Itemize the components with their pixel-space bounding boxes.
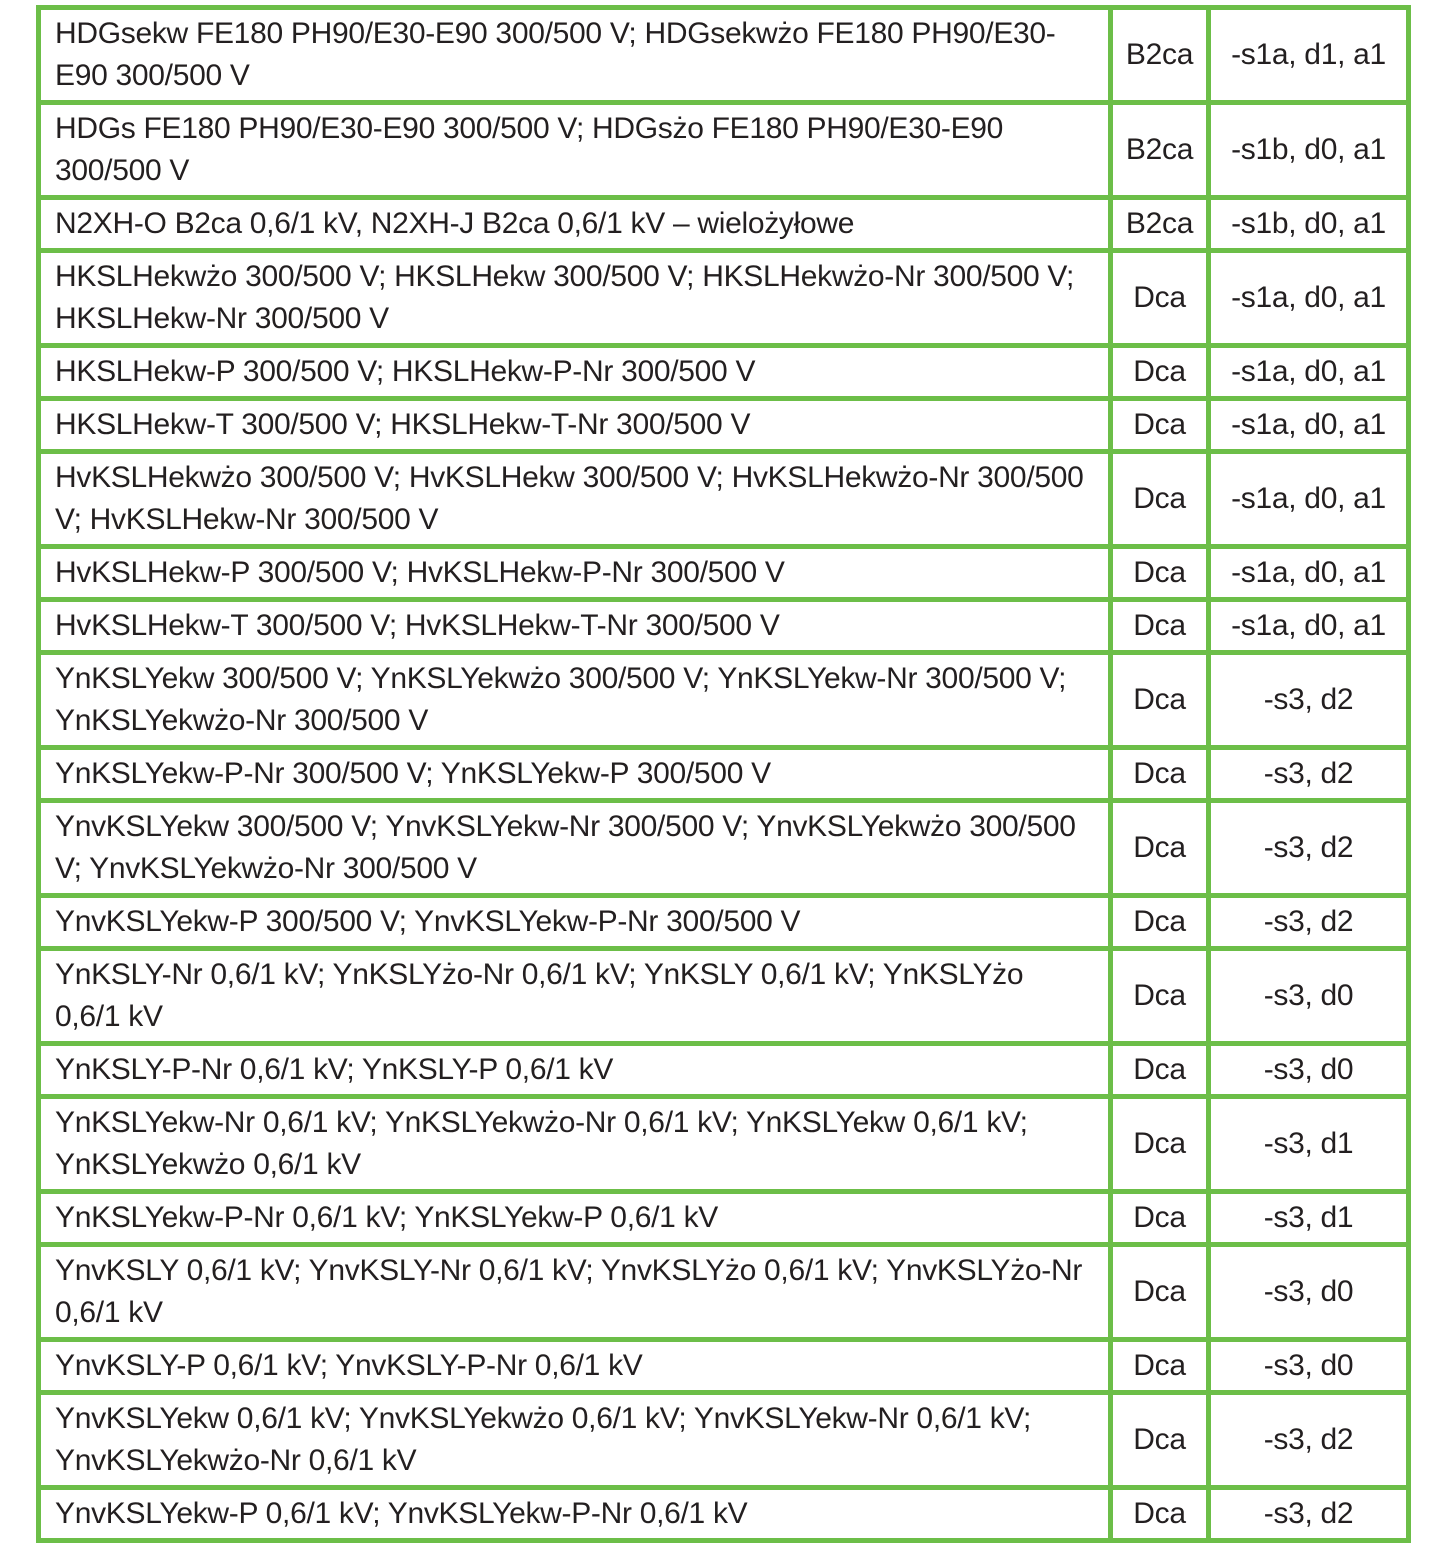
fire-classification-cell: -s3, d0 bbox=[1209, 1340, 1409, 1393]
euroclass-cell: Dca bbox=[1111, 399, 1209, 452]
table-row bbox=[39, 600, 1409, 653]
cable-types-cell: YnvKSLY 0,6/1 kV; YnvKSLY-Nr 0,6/1 kV; YnvKSLYżo 0,6/1 kV; YnvKSLYżo-Nr 0,6/1 kV bbox=[39, 1245, 1111, 1340]
euroclass-cell: Dca bbox=[1111, 653, 1209, 748]
table-row bbox=[39, 748, 1409, 801]
euroclass-cell: Dca bbox=[1111, 1192, 1209, 1245]
table-row bbox=[39, 1488, 1409, 1541]
table-row bbox=[39, 452, 1409, 547]
euroclass-cell: Dca bbox=[1111, 748, 1209, 801]
table-row bbox=[39, 251, 1409, 346]
table-row bbox=[39, 1340, 1409, 1393]
euroclass-cell: Dca bbox=[1111, 346, 1209, 399]
euroclass-cell: Dca bbox=[1111, 1044, 1209, 1097]
cable-types-cell: YnKSLY-Nr 0,6/1 kV; YnKSLYżo-Nr 0,6/1 kV; YnKSLY 0,6/1 kV; YnKSLYżo 0,6/1 kV bbox=[39, 949, 1111, 1044]
table-row bbox=[39, 801, 1409, 896]
cable-types-cell: YnKSLYekw-P-Nr 300/500 V; YnKSLYekw-P 300/500 V bbox=[39, 748, 1111, 801]
cable-types-cell: YnvKSLY-P 0,6/1 kV; YnvKSLY-P-Nr 0,6/1 kV bbox=[39, 1340, 1111, 1393]
table-row bbox=[39, 653, 1409, 748]
euroclass-cell: Dca bbox=[1111, 251, 1209, 346]
euroclass-cell: B2ca bbox=[1111, 198, 1209, 251]
cable-types-cell: YnvKSLYekw-P 300/500 V; YnvKSLYekw-P-Nr 300/500 V bbox=[39, 896, 1111, 949]
fire-classification-cell: -s1a, d1, a1 bbox=[1209, 8, 1409, 103]
fire-classification-cell: -s3, d2 bbox=[1209, 653, 1409, 748]
table-row bbox=[39, 1097, 1409, 1192]
fire-classification-cell: -s3, d2 bbox=[1209, 801, 1409, 896]
cable-types-cell: N2XH-O B2ca 0,6/1 kV, N2XH-J B2ca 0,6/1 kV – wielożyłowe bbox=[39, 198, 1111, 251]
cable-classification-table bbox=[36, 5, 1411, 1543]
euroclass-cell: Dca bbox=[1111, 801, 1209, 896]
table-row bbox=[39, 399, 1409, 452]
fire-classification-cell: -s3, d2 bbox=[1209, 1393, 1409, 1488]
fire-classification-cell: -s3, d0 bbox=[1209, 949, 1409, 1044]
cable-types-cell: HvKSLHekwżo 300/500 V; HvKSLHekw 300/500 V; HvKSLHekwżo-Nr 300/500 V; HvKSLHekw-Nr 300/500 V bbox=[39, 452, 1111, 547]
table-row bbox=[39, 949, 1409, 1044]
cable-types-cell: YnKSLYekw-Nr 0,6/1 kV; YnKSLYekwżo-Nr 0,6/1 kV; YnKSLYekw 0,6/1 kV; YnKSLYekwżo 0,6/1 kV bbox=[39, 1097, 1111, 1192]
fire-classification-cell: -s1a, d0, a1 bbox=[1209, 251, 1409, 346]
table-row bbox=[39, 346, 1409, 399]
fire-classification-cell: -s1a, d0, a1 bbox=[1209, 399, 1409, 452]
fire-classification-cell: -s1a, d0, a1 bbox=[1209, 600, 1409, 653]
euroclass-cell: B2ca bbox=[1111, 103, 1209, 198]
table-row bbox=[39, 896, 1409, 949]
euroclass-cell: Dca bbox=[1111, 1488, 1209, 1541]
euroclass-cell: Dca bbox=[1111, 1340, 1209, 1393]
cable-types-cell: YnvKSLYekw-P 0,6/1 kV; YnvKSLYekw-P-Nr 0,6/1 kV bbox=[39, 1488, 1111, 1541]
table-row bbox=[39, 8, 1409, 103]
fire-classification-cell: -s1a, d0, a1 bbox=[1209, 547, 1409, 600]
cable-types-cell: HDGsekw FE180 PH90/E30-E90 300/500 V; HDGsekwżo FE180 PH90/E30-E90 300/500 V bbox=[39, 8, 1111, 103]
fire-classification-cell: -s1b, d0, a1 bbox=[1209, 198, 1409, 251]
euroclass-cell: B2ca bbox=[1111, 8, 1209, 103]
table-row bbox=[39, 1245, 1409, 1340]
cable-types-cell: HDGs FE180 PH90/E30-E90 300/500 V; HDGsżo FE180 PH90/E30-E90 300/500 V bbox=[39, 103, 1111, 198]
euroclass-cell: Dca bbox=[1111, 452, 1209, 547]
table-row bbox=[39, 1192, 1409, 1245]
table-row bbox=[39, 1044, 1409, 1097]
cable-types-cell: HKSLHekwżo 300/500 V; HKSLHekw 300/500 V; HKSLHekwżo-Nr 300/500 V; HKSLHekw-Nr 300/500 V bbox=[39, 251, 1111, 346]
fire-classification-cell: -s3, d0 bbox=[1209, 1245, 1409, 1340]
table-row bbox=[39, 103, 1409, 198]
table-body bbox=[39, 8, 1409, 1541]
euroclass-cell: Dca bbox=[1111, 1097, 1209, 1192]
cable-types-cell: HvKSLHekw-T 300/500 V; HvKSLHekw-T-Nr 300/500 V bbox=[39, 600, 1111, 653]
cable-types-cell: YnKSLYekw-P-Nr 0,6/1 kV; YnKSLYekw-P 0,6/1 kV bbox=[39, 1192, 1111, 1245]
cable-types-cell: HKSLHekw-T 300/500 V; HKSLHekw-T-Nr 300/500 V bbox=[39, 399, 1111, 452]
cable-types-cell: YnKSLY-P-Nr 0,6/1 kV; YnKSLY-P 0,6/1 kV bbox=[39, 1044, 1111, 1097]
fire-classification-cell: -s3, d0 bbox=[1209, 1044, 1409, 1097]
cable-types-cell: YnvKSLYekw 300/500 V; YnvKSLYekw-Nr 300/500 V; YnvKSLYekwżo 300/500 V; YnvKSLYekwżo-Nr 300/500 V bbox=[39, 801, 1111, 896]
cable-types-cell: HvKSLHekw-P 300/500 V; HvKSLHekw-P-Nr 300/500 V bbox=[39, 547, 1111, 600]
cable-types-cell: HKSLHekw-P 300/500 V; HKSLHekw-P-Nr 300/500 V bbox=[39, 346, 1111, 399]
fire-classification-cell: -s1a, d0, a1 bbox=[1209, 346, 1409, 399]
fire-classification-cell: -s1a, d0, a1 bbox=[1209, 452, 1409, 547]
table-row bbox=[39, 198, 1409, 251]
fire-classification-cell: -s3, d2 bbox=[1209, 896, 1409, 949]
euroclass-cell: Dca bbox=[1111, 600, 1209, 653]
fire-classification-cell: -s1b, d0, a1 bbox=[1209, 103, 1409, 198]
fire-classification-cell: -s3, d2 bbox=[1209, 1488, 1409, 1541]
euroclass-cell: Dca bbox=[1111, 547, 1209, 600]
fire-classification-cell: -s3, d1 bbox=[1209, 1097, 1409, 1192]
cable-types-cell: YnvKSLYekw 0,6/1 kV; YnvKSLYekwżo 0,6/1 kV; YnvKSLYekw-Nr 0,6/1 kV; YnvKSLYekwżo-Nr 0,6/1 kV bbox=[39, 1393, 1111, 1488]
euroclass-cell: Dca bbox=[1111, 1245, 1209, 1340]
fire-classification-cell: -s3, d1 bbox=[1209, 1192, 1409, 1245]
table-row bbox=[39, 547, 1409, 600]
table-row bbox=[39, 1393, 1409, 1488]
euroclass-cell: Dca bbox=[1111, 1393, 1209, 1488]
euroclass-cell: Dca bbox=[1111, 896, 1209, 949]
fire-classification-cell: -s3, d2 bbox=[1209, 748, 1409, 801]
cable-types-cell: YnKSLYekw 300/500 V; YnKSLYekwżo 300/500 V; YnKSLYekw-Nr 300/500 V; YnKSLYekwżo-Nr 300/500 V bbox=[39, 653, 1111, 748]
euroclass-cell: Dca bbox=[1111, 949, 1209, 1044]
